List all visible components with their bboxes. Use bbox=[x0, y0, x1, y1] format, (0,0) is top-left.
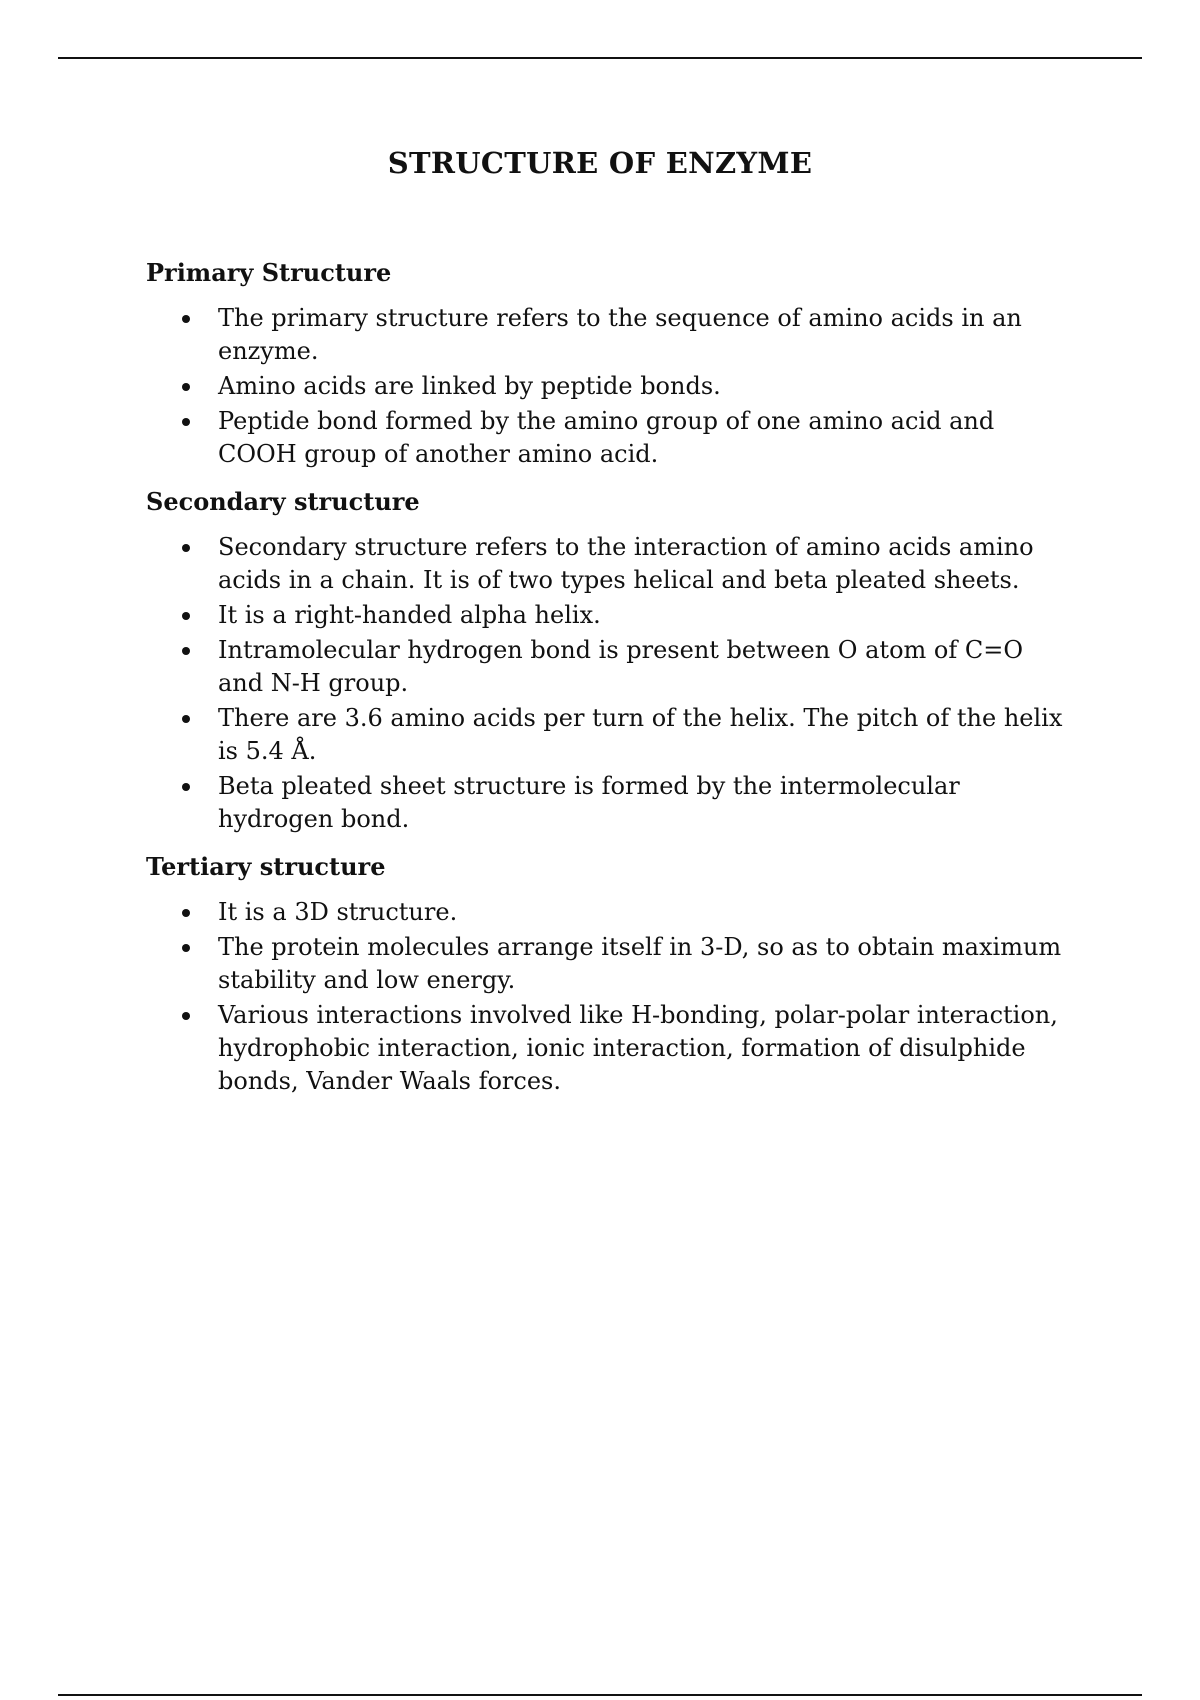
bullet-icon bbox=[182, 944, 190, 952]
header-rule bbox=[58, 57, 1142, 59]
list-item bbox=[146, 702, 1066, 768]
list-item bbox=[146, 531, 1066, 597]
list-item-text: It is a 3D structure. bbox=[218, 898, 458, 926]
section-secondary-structure bbox=[146, 485, 1066, 836]
list-item-text: The primary structure refers to the sequence of amino acids in an enzyme. bbox=[218, 304, 1022, 365]
bullet-icon bbox=[182, 418, 190, 426]
section-heading: Secondary structure bbox=[146, 487, 420, 516]
page-title: STRUCTURE OF ENZYME bbox=[387, 146, 813, 180]
list-item-text: Secondary structure refers to the interaction of amino acids amino acids in a chain. It is of two types helical and beta pleated sheets. bbox=[218, 533, 1034, 594]
list-item-text: Peptide bond formed by the amino group of one amino acid and COOH group of another amino acid. bbox=[218, 407, 995, 468]
list-item bbox=[146, 931, 1066, 997]
bullet-list bbox=[146, 896, 1066, 1098]
bullet-list bbox=[146, 302, 1066, 471]
section-heading: Tertiary structure bbox=[146, 852, 386, 881]
bullet-icon bbox=[182, 315, 190, 323]
list-item bbox=[146, 896, 1066, 929]
list-item-text: It is a right-handed alpha helix. bbox=[218, 601, 601, 629]
list-item-text: There are 3.6 amino acids per turn of the helix. The pitch of the helix is 5.4 Å. bbox=[218, 704, 1063, 765]
list-item bbox=[146, 302, 1066, 368]
document-body bbox=[146, 256, 1066, 1112]
list-item bbox=[146, 599, 1066, 632]
bullet-icon bbox=[182, 612, 190, 620]
list-item-text: Various interactions involved like H-bonding, polar-polar interaction, hydrophobic interaction, ionic interaction, formation of disulphide bonds, Vander Waals forces. bbox=[218, 1001, 1058, 1095]
bullet-icon bbox=[182, 647, 190, 655]
list-item bbox=[146, 405, 1066, 471]
bullet-icon bbox=[182, 715, 190, 723]
section-primary-structure bbox=[146, 256, 1066, 471]
list-item bbox=[146, 370, 1066, 403]
list-item bbox=[146, 634, 1066, 700]
bullet-list bbox=[146, 531, 1066, 836]
list-item bbox=[146, 770, 1066, 836]
list-item-text: Intramolecular hydrogen bond is present between O atom of C=O and N-H group. bbox=[218, 636, 1024, 697]
bullet-icon bbox=[182, 783, 190, 791]
bullet-icon bbox=[182, 909, 190, 917]
bullet-icon bbox=[182, 383, 190, 391]
section-heading: Primary Structure bbox=[146, 258, 392, 287]
list-item bbox=[146, 999, 1066, 1098]
list-item-text: Beta pleated sheet structure is formed by the intermolecular hydrogen bond. bbox=[218, 772, 960, 833]
bullet-icon bbox=[182, 1012, 190, 1020]
bullet-icon bbox=[182, 544, 190, 552]
section-tertiary-structure bbox=[146, 850, 1066, 1098]
list-item-text: Amino acids are linked by peptide bonds. bbox=[218, 372, 721, 400]
footer-rule bbox=[58, 1694, 1142, 1696]
list-item-text: The protein molecules arrange itself in 3-D, so as to obtain maximum stability and low energy. bbox=[218, 933, 1062, 994]
